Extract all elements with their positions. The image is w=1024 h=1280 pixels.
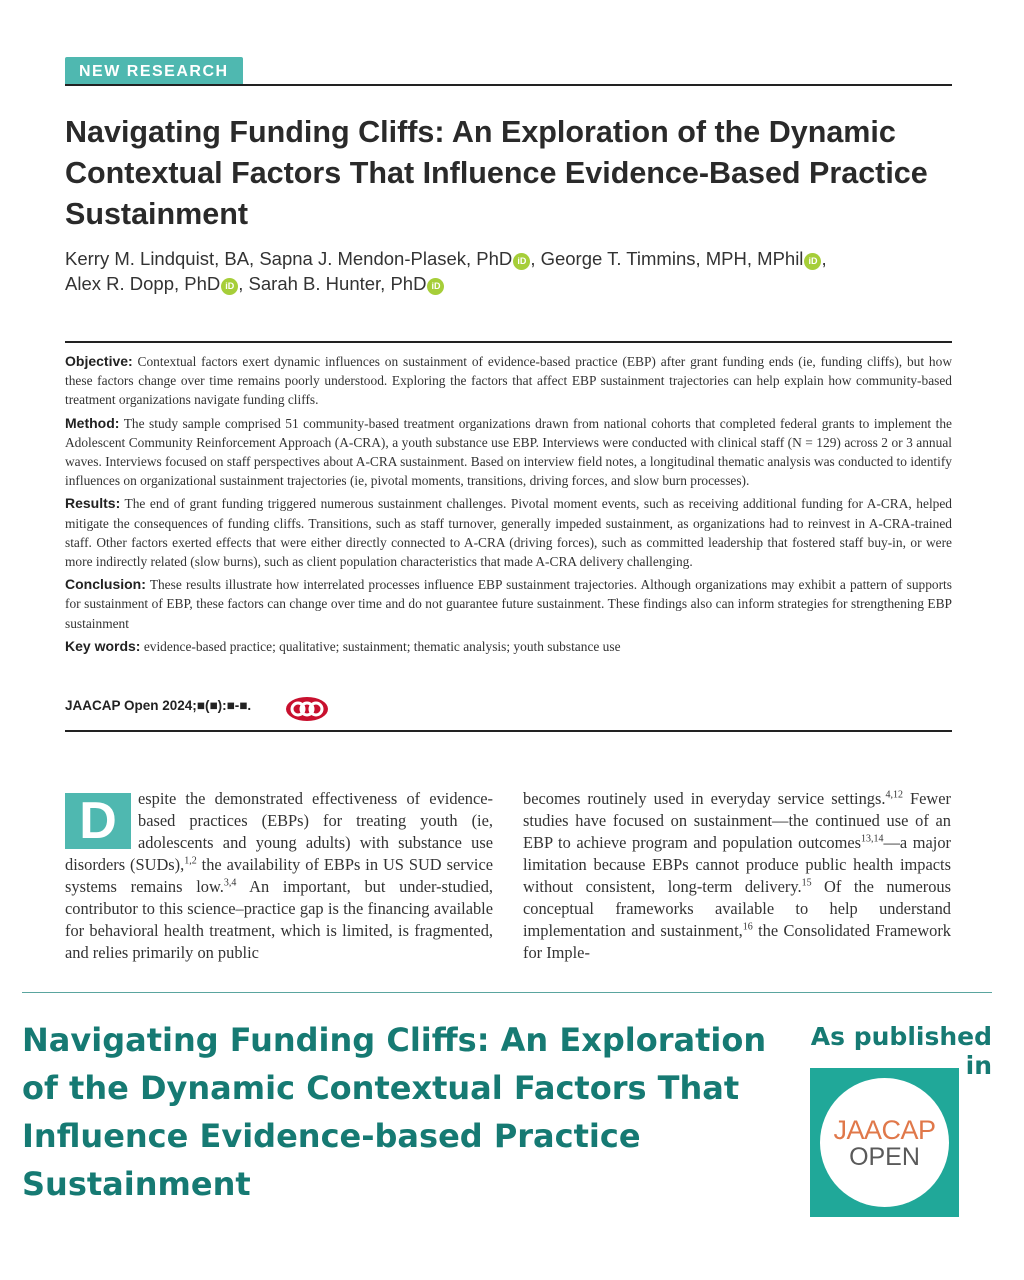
body-column-left — [65, 788, 493, 963]
body-text: the availability of EBPs in US SUD service systems remains low. — [65, 855, 493, 896]
abstract-keywords — [65, 637, 952, 656]
author-list — [65, 246, 945, 296]
abstract-results — [65, 494, 952, 571]
conclusion-label: Conclusion: — [65, 576, 146, 593]
orcid-icon[interactable]: iD — [221, 278, 238, 295]
journal-logo[interactable] — [810, 1068, 959, 1217]
body-text: the Consolidated Framework for Imple- — [523, 921, 951, 962]
abstract-method — [65, 414, 952, 491]
body-text: becomes routinely used in everyday service settings. — [523, 789, 886, 808]
author-names: Alex R. Dopp, PhD — [65, 273, 221, 294]
conclusion-text: These results illustrate how interrelated processes influence EBP sustainment trajectories. Although organizations may exhibit a pattern of supports for sustainment of EBP, these factors can change over time and do not guarantee future sustainment. These findings also can inform strategies for strengthening EBP sustainment — [65, 577, 952, 631]
results-text: The end of grant funding triggered numerous sustainment challenges. Pivotal moment events, such as receiving additional funding for A-CRA, helped mitigate the consequences of funding cliffs. Transitions, such as staff turnover, generally impeded sustainment, as organizations had to reinvest in A-CRA-trained staff. Other factors exerted effects that were either directly connected to A-CRA (driving forces), such as committed leadership that fostered staff buy-in, or were more indirectly related (slow burns), such as client population characteristics that made A-CRA delivery challenging. — [65, 496, 952, 570]
body-column-right — [523, 788, 951, 963]
results-label: Results: — [65, 495, 121, 512]
body-text: espite the demonstrated effectiveness of evidence-based practices (EBPs) for treating youth (ie, adolescents and young adults) with substance use disorders (SUDs), — [65, 789, 493, 874]
body-text: Of the numerous conceptual frameworks available to help understand implementation and sustainment, — [523, 877, 951, 940]
abstract — [65, 352, 952, 660]
journal-logo-line2: OPEN — [849, 1143, 920, 1171]
citation-ref[interactable]: 4,12 — [885, 789, 903, 801]
author-separator: , — [821, 248, 827, 269]
body-text: —a major limitation because EBPs cannot produce public health impacts without consistent, long-term delivery. — [523, 833, 951, 896]
orcid-icon[interactable]: iD — [427, 278, 444, 295]
crossmark-icon[interactable] — [285, 696, 329, 722]
keywords-text: evidence-based practice; qualitative; sustainment; thematic analysis; youth substance use — [143, 638, 621, 654]
objective-text: Contextual factors exert dynamic influences on sustainment of evidence-based practice (EBP) after grant funding ends (ie, funding cliffs), but how these factors change over time remains poorly understood. Exploring the factors that affect EBP sustainment trajectories can help explain how community-based treatment organizations navigate funding cliffs. — [65, 354, 952, 408]
body-text: Fewer studies have focused on sustainment—the continued use of an EBP to achieve program and population outcomes — [523, 789, 951, 852]
keywords-label: Key words: — [65, 637, 141, 654]
method-text: The study sample comprised 51 community-based treatment organizations drawn from national cohorts that completed federal grants to implement the Adolescent Community Reinforcement Approach (A-CRA), a youth substance use EBP. Interviews were conducted with clinical staff (N = 129) across 2 or 3 annual waves. Interviews focused on staff perspectives about A-CRA sustainment. Based on interview field notes, a longitudinal thematic analysis was conducted to identify influences on organizational sustainment trajectories (ie, pivotal moments, transitions, driving forces, and slow burn processes). — [65, 415, 952, 489]
orcid-icon[interactable]: iD — [513, 253, 530, 270]
journal-logo-line1: JAACAP — [833, 1115, 936, 1145]
published-label: As published in — [810, 1022, 992, 1080]
author-line-2 — [65, 271, 945, 296]
author-names: , George T. Timmins, MPH, MPhil — [530, 248, 804, 269]
abstract-conclusion — [65, 575, 952, 633]
citation-ref[interactable]: 13,14 — [861, 833, 884, 845]
citation-ref[interactable]: 3,4 — [223, 877, 237, 889]
citation-ref[interactable]: 15 — [801, 877, 812, 889]
author-names: Kerry M. Lindquist, BA, Sapna J. Mendon-Plasek, PhD — [65, 248, 513, 269]
orcid-icon[interactable]: iD — [804, 253, 821, 270]
journal-citation: JAACAP Open 2024;■(■):■-■. — [65, 698, 252, 713]
method-label: Method: — [65, 414, 120, 431]
journal-logo-circle — [820, 1078, 949, 1207]
drop-cap: D — [65, 793, 131, 849]
abstract-bottom-rule — [65, 730, 952, 732]
body-text: An important, but under-studied, contributor to this science–practice gap is the financing available for behavioral health treatment, which is limited, is fragmented, and relies primarily on public — [65, 877, 493, 962]
author-names: , Sarah B. Hunter, PhD — [238, 273, 427, 294]
abstract-top-rule — [65, 341, 952, 343]
citation-ref[interactable]: 1,2 — [184, 855, 197, 867]
author-line-1 — [65, 246, 945, 271]
abstract-objective — [65, 352, 952, 410]
body-paragraph — [523, 788, 951, 963]
footer-divider — [22, 992, 992, 993]
objective-label: Objective: — [65, 353, 133, 369]
body-paragraph — [65, 788, 493, 963]
citation-ref[interactable]: 16 — [742, 921, 753, 933]
footer-title: Navigating Funding Cliffs: An Exploration of the Dynamic Contextual Factors That Influence Evidence-based Practice Sustainment — [22, 1021, 767, 1203]
article-title: Navigating Funding Cliffs: An Exploration of the Dynamic Contextual Factors That Influence Evidence-Based Practice Sustainment — [65, 115, 928, 231]
header-rule — [65, 84, 952, 86]
article-type-tag: NEW RESEARCH — [65, 57, 243, 84]
